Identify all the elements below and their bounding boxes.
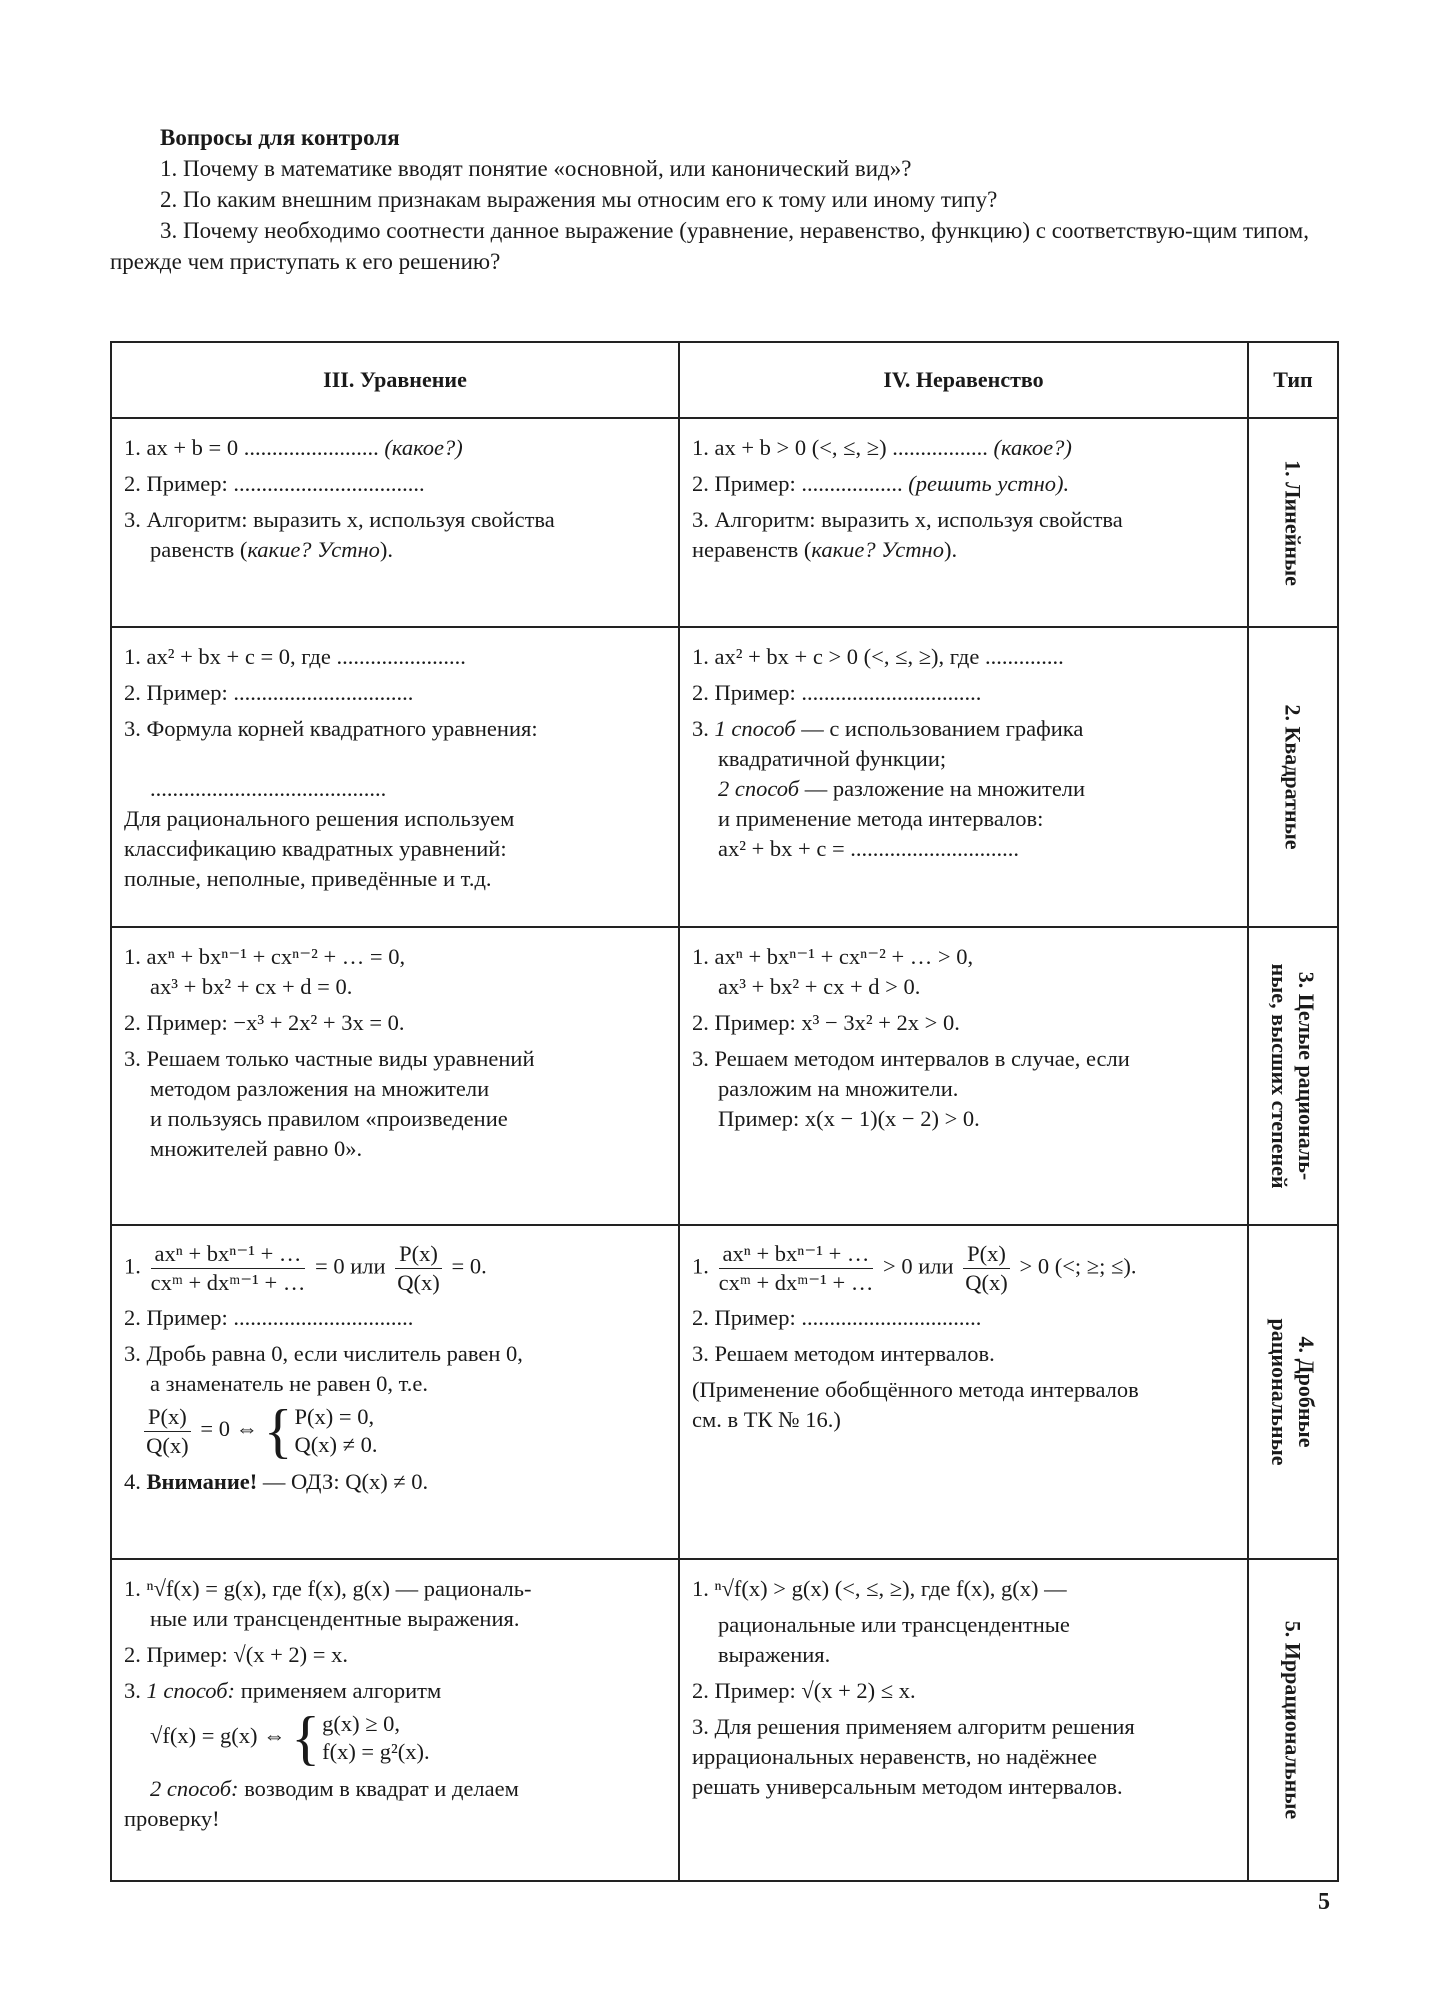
page-number: 5: [1318, 1889, 1330, 1915]
cell-fractional-equation: 1. $\frac{\text{axⁿ + bxⁿ⁻¹ + …}}{\text{cxᵐ + dxᵐ⁻¹ + …}}$ = 0 или $\frac{P(x)}{Q(x)}$ = 0. 2. Пример: ................................ 3. Дробь равна 0, если числитель равен 0, а знаменатель не равен 0, т.е. $\frac{P(x)}{Q(x)}$ = 0 ⇔ { P(x) = 0, Q(x) ≠ 0. 4. Внимание! — ОДЗ: Q(x) ≠ 0.: [124, 1241, 523, 1494]
cell-linear-inequality: 1. ax + b > 0 (<, ≤, ≥) ................. (какое?) 2. Пример: .................. (решить устно). 3. Алгоритм: выразить x, используя свойства неравенств (какие? Устно).: [692, 435, 1123, 562]
header-equation: III. Уравнение: [111, 342, 679, 418]
question-2: 2. По каким внешним признакам выражения мы относим его к тому или иному типу?: [160, 187, 998, 212]
header-inequality: IV. Неравенство: [679, 342, 1248, 418]
row-fractional-rational: [111, 1225, 1338, 1559]
header-type: Тип: [1248, 342, 1338, 418]
type-fractional-rational: 4. Дробные рациональные: [1267, 1318, 1319, 1466]
header-row: [111, 342, 1338, 418]
row-quadratic: [111, 627, 1338, 927]
cell-fractional-inequality: 1. $\frac{\text{axⁿ + bxⁿ⁻¹ + …}}{\text{cxᵐ + dxᵐ⁻¹ + …}}$ > 0 или $\frac{P(x)}{Q(x)}$ > 0 (<; ≥; ≤). 2. Пример: ................................ 3. Решаем методом интервалов. (Применение обобщённого метода интервалов см. в ТК № 16.): [692, 1241, 1139, 1432]
cell-linear-equation: 1. ax + b = 0 ........................ (какое?) 2. Пример: .................................. 3. Алгоритм: выразить x, используя свойства равенств (какие? Устно).: [124, 435, 555, 562]
cell-quadratic-equation: 1. ax² + bx + c = 0, где ....................... 2. Пример: ................................ 3. Формула корней квадратного уравнения: .......................................... Для рационального решения используем классификацию квадратных уравнений: полные, неполные, приведённые и т.д.: [124, 644, 538, 891]
cell-integer-equation: 1. axⁿ + bxⁿ⁻¹ + cxⁿ⁻² + … = 0, ax³ + bx² + cx + d = 0. 2. Пример: −x³ + 2x² + 3x = 0. 3. Решаем только частные виды уравнений методом разложения на множители и пользуясь правилом «произведение множителей равно 0».: [124, 944, 535, 1161]
cell-irrational-inequality: 1. ⁿ√f(x) > g(x) (<, ≤, ≥), где f(x), g(x) — рациональные или трансцендентные выражения. 2. Пример: √(x + 2) ≤ x. 3. Для решения применяем алгоритм решения иррациональных неравенств, но надёжнее решать универсальным методом интервалов.: [692, 1576, 1135, 1799]
cell-integer-inequality: 1. axⁿ + bxⁿ⁻¹ + cxⁿ⁻² + … > 0, ax³ + bx² + cx + d > 0. 2. Пример: x³ − 3x² + 2x > 0. 3. Решаем методом интервалов в случае, если разложим на множители. Пример: x(x − 1)(x − 2) > 0.: [692, 944, 1130, 1131]
row-irrational: [111, 1559, 1338, 1881]
question-1: 1. Почему в математике вводят понятие «основной, или канонический вид»?: [160, 156, 912, 181]
row-integer-rational: [111, 927, 1338, 1225]
comparison-table: [110, 341, 1339, 1882]
control-questions: [110, 122, 1340, 277]
type-integer-rational: 3. Целые рациональ- ные, высших степеней: [1267, 963, 1319, 1189]
type-irrational: 5. Иррациональные: [1280, 1620, 1306, 1820]
question-3: 3. Почему необходимо соотнести данное выражение (уравнение, неравенство, функцию) с соответствую-щим типом, прежде чем приступать к его решению?: [110, 218, 1309, 274]
cell-irrational-equation: 1. ⁿ√f(x) = g(x), где f(x), g(x) — рациональ- ные или трансцендентные выражения. 2. Пример: √(x + 2) = x. 3. 1 способ: применяем алгоритм √f(x) = g(x) ⇔ { g(x) ≥ 0, f(x) = g²(x). 2 способ: возводим в квадрат и делаем проверку!: [124, 1576, 532, 1831]
type-quadratic: 2. Квадратные: [1280, 704, 1306, 850]
type-linear: 1. Линейные: [1280, 459, 1306, 586]
questions-heading: Вопросы для контроля: [160, 125, 400, 150]
row-linear: [111, 418, 1338, 627]
cell-quadratic-inequality: 1. ax² + bx + c > 0 (<, ≤, ≥), где .............. 2. Пример: ................................ 3. 1 способ — с использованием графика квадратичной функции; 2 способ — разложение на множители и применение метода интервалов: ax² + bx + c = ..............................: [692, 644, 1086, 861]
